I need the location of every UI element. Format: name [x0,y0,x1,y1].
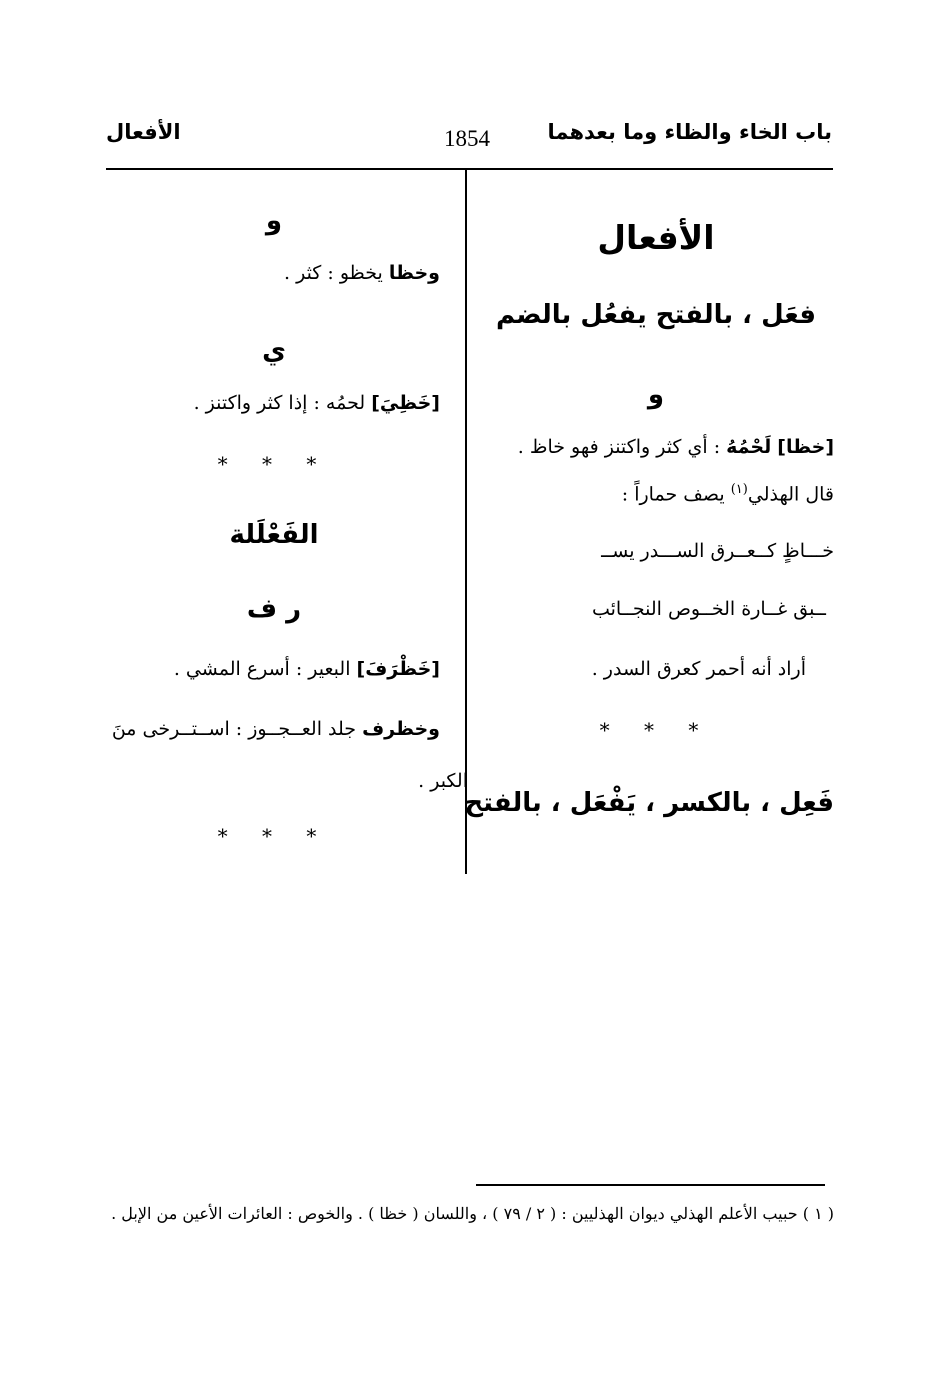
entry-khazraf-skin [112,718,440,741]
entry-headword: [خظا] [777,436,834,458]
verse-line-2: ــبق غــارة الخــوص النجــائب [591,598,826,620]
page-number: 1854 [444,126,490,151]
entry-khaza-yakhzu [284,262,440,285]
entry-khaza [518,436,834,459]
root-letters-ra-fa: ر ف [246,594,302,624]
entry-definition: البعير : أسرع المشي . [173,658,351,680]
entry-continuation: الكبر . [418,770,468,792]
running-header-section: الأفعال [106,120,181,144]
entry-khazrafa [174,658,440,681]
entry-word: وخظرف [362,718,440,740]
quote-intro-poet: قال الهذلي [747,483,834,506]
section-separator: * * * [599,718,713,742]
quote-intro [622,482,834,506]
root-letter-waw: و [647,380,665,410]
entry-word: لَحْمُهُ [726,436,772,458]
footnote-rule [476,1184,825,1186]
footnote-reference: (١) [730,482,748,497]
column-divider [465,168,467,874]
root-letter-waw: و [265,206,283,236]
entry-definition: يخظو : كثر . [284,262,383,284]
section-title: الأفعال [597,218,715,257]
explanation-text: أراد أنه أحمر كعرق السدر . [591,658,806,680]
section-separator: * * * [217,452,331,476]
entry-definition: : أي كثر واكتنز فهو خاظ . [517,436,721,458]
section-heading-falala: الفَعْلَلة [229,520,319,550]
entry-definition: لحمُه : إذا كثر واكتنز . [193,392,366,414]
root-letter-ya: ي [262,336,286,366]
footnote: ( ١ ) حبيب الأعلم الهذلي ديوان الهذليين : ( ٢ / ٧٩ ) ، واللسان ( خظا ) . والخوص : العائرات الأعين من الإبل . [111,1204,834,1223]
verse-line-1: خـــاظٍ كــعــرق الســـدر يســ [601,540,834,562]
header-rule [106,168,833,170]
section2-heading: فَعِل ، بالكسر ، يَفْعَل ، بالفتح [464,788,834,818]
entry-khaziya [194,392,440,415]
section-separator: * * * [217,824,331,848]
quote-intro-desc: يصف حماراً : [621,483,725,506]
entry-headword: [خَظْرَفَ] [356,658,440,680]
entry-headword: [خَظِيَ] [371,392,440,414]
entry-definition: جلد العــجــوز : اســتــرخى منَ [111,718,357,740]
section1-heading: فعَل ، بالفتح يفعُل بالضم [496,300,816,330]
running-header-chapter: باب الخاء والظاء وما بعدهما [547,120,832,144]
entry-word: وخظا [388,262,440,284]
